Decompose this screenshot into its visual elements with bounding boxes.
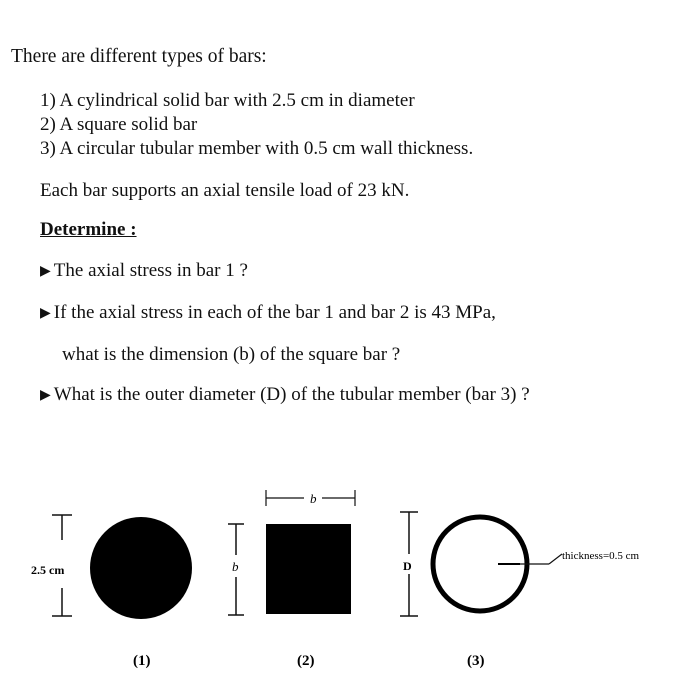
load-statement: Each bar supports an axial tensile load of 23 kN. (40, 180, 410, 201)
list-text: A circular tubular member with 0.5 cm wall thickness. (59, 138, 474, 159)
solid-circle (90, 517, 192, 619)
list-text: A square solid bar (59, 114, 198, 135)
list-item-3 (40, 138, 473, 160)
question-text: What is the outer diameter (D) of the tubular member (bar 3) ? (53, 384, 530, 405)
list-text: A cylindrical solid bar with 2.5 cm in diameter (59, 90, 415, 111)
bar-3-thickness-note: thickness=0.5 cm (562, 550, 640, 562)
bar-2-figure (228, 490, 355, 669)
bars-figure (0, 470, 678, 700)
bar-3-figure (400, 512, 640, 669)
list-item-1 (40, 90, 415, 112)
question-2-continuation: what is the dimension (b) of the square bar ? (62, 344, 401, 365)
caption-1: (1) (133, 653, 151, 669)
caption-3: (3) (467, 653, 485, 669)
bar-2-top-dim-label: b (310, 491, 317, 506)
list-number: 2) (40, 114, 56, 135)
list-item-2 (40, 114, 197, 136)
solid-square (266, 524, 351, 614)
bar-3-diameter-label: D (403, 559, 412, 573)
question-2 (40, 302, 496, 326)
list-number: 3) (40, 138, 56, 159)
bar-1-diameter-label: 2.5 cm (31, 563, 65, 577)
question-3 (40, 384, 530, 408)
caption-2: (2) (297, 653, 315, 669)
bullet-icon: ▶ (40, 264, 51, 279)
question-text: The axial stress in bar 1 ? (53, 260, 248, 281)
bullet-icon: ▶ (40, 388, 51, 403)
list-number: 1) (40, 90, 56, 111)
bullet-icon: ▶ (40, 306, 51, 321)
bar-1-figure (31, 515, 192, 669)
determine-heading: Determine : (40, 219, 137, 240)
question-text: If the axial stress in each of the bar 1 and bar 2 is 43 MPa, (53, 302, 496, 323)
question-1 (40, 260, 248, 284)
bar-2-side-dim-label: b (232, 559, 239, 574)
intro-text: There are different types of bars: (11, 46, 267, 67)
